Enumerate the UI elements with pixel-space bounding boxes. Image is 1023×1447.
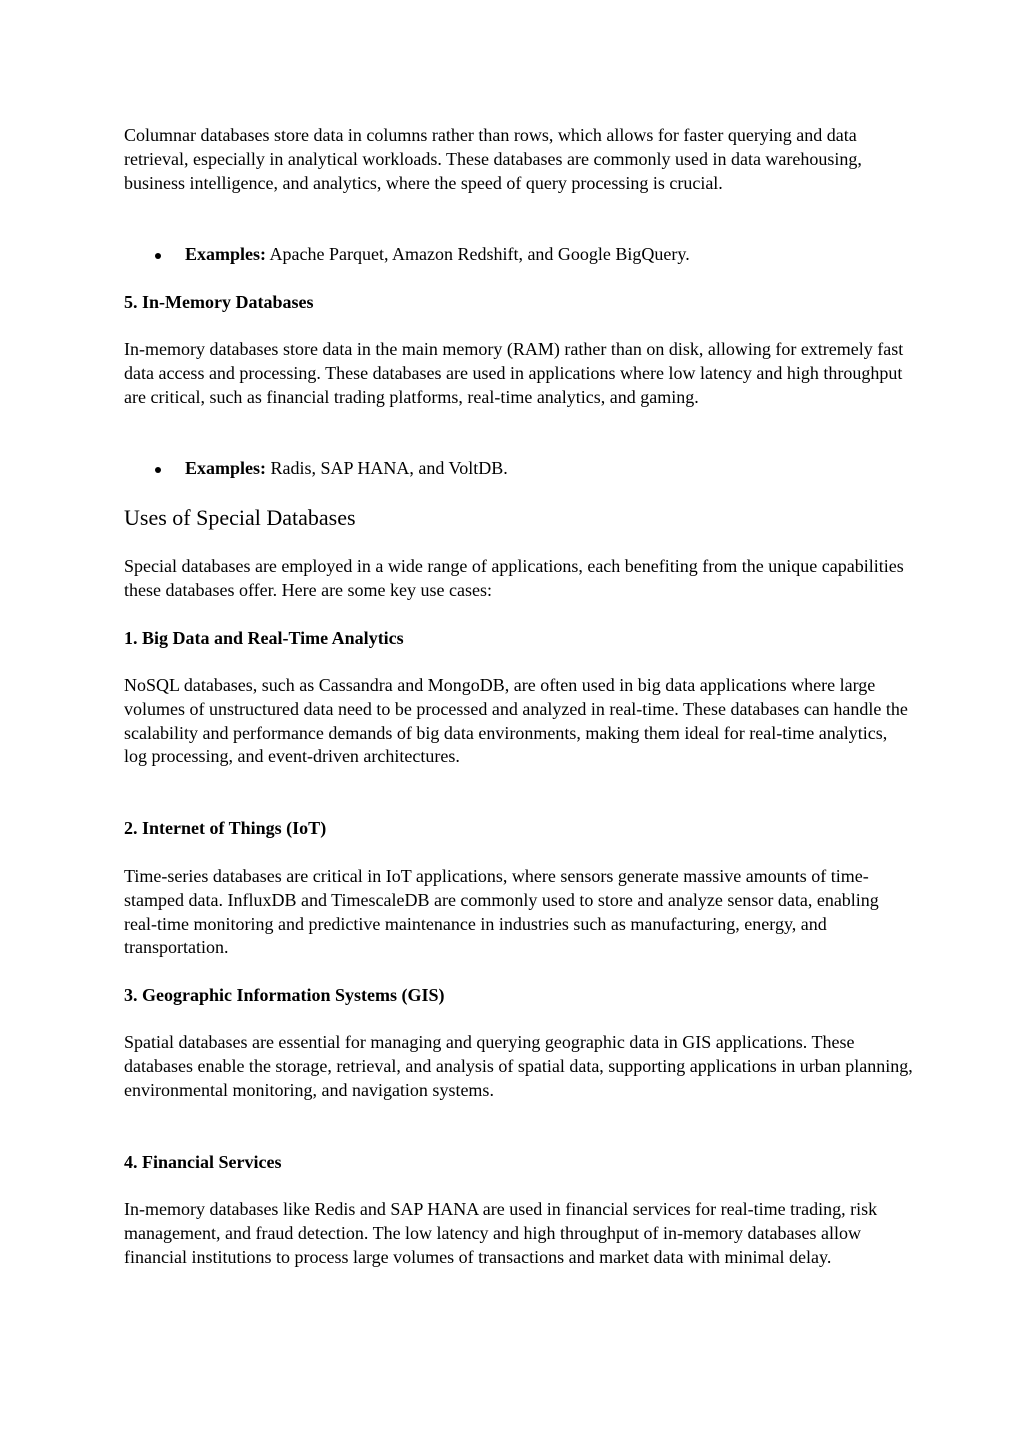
gis-heading	[124, 984, 914, 1008]
section-heading: 4. Financial Services	[124, 1152, 282, 1172]
main-heading: Uses of Special Databases	[124, 505, 356, 530]
iot-heading	[124, 817, 914, 841]
examples-label: Examples:	[185, 244, 266, 264]
inmemory-heading	[124, 291, 914, 315]
inmemory-paragraph-text: In-memory databases store data in the main memory (RAM) rather than on disk, allowing for extremely fast data access and processing. These databases are used in applications where low latency and high throughput are critical, such as financial trading platforms, real-time analytics, and gaming.	[124, 339, 904, 407]
uses-intro-text: Special databases are employed in a wide range of applications, each benefiting from the unique capabilities these databases offer. Here are some key use cases:	[124, 556, 904, 600]
bullet-icon	[155, 467, 161, 473]
examples-label: Examples:	[185, 458, 266, 478]
gis-paragraph-text: Spatial databases are essential for managing and querying geographic data in GIS applications. These databases enable the storage, retrieval, and analysis of spatial data, supporting applications in urban planning, environmental monitoring, and navigation systems.	[124, 1032, 913, 1100]
bigdata-heading	[124, 627, 914, 651]
finance-paragraph	[124, 1198, 914, 1269]
iot-paragraph	[124, 865, 914, 960]
bigdata-paragraph	[124, 674, 914, 769]
columnar-paragraph-text: Columnar databases store data in columns rather than rows, which allows for faster querying and data retrieval, especially in analytical workloads. These databases are commonly used in data warehousing, business intelligence, and analytics, where the speed of query processing is crucial.	[124, 125, 862, 193]
section-heading: 2. Internet of Things (IoT)	[124, 818, 327, 838]
uses-intro	[124, 555, 914, 603]
columnar-paragraph	[124, 124, 914, 195]
bullet-icon	[155, 253, 161, 259]
inmemory-paragraph	[124, 338, 914, 409]
columnar-examples-line	[185, 243, 690, 267]
iot-paragraph-text: Time-series databases are critical in IoT applications, where sensors generate massive amounts of time-stamped data. InfluxDB and TimescaleDB are commonly used to store and analyze sensor data, enabling real-time monitoring and predictive maintenance in industries such as manufacturing, energy, and transportation.	[124, 866, 879, 958]
bigdata-paragraph-text: NoSQL databases, such as Cassandra and MongoDB, are often used in big data applications where large volumes of unstructured data need to be processed and analyzed in real-time. These databases can handle the scalability and performance demands of big data environments, making them ideal for real-time analytics, log processing, and event-driven architectures.	[124, 675, 908, 767]
finance-paragraph-text: In-memory databases like Redis and SAP HANA are used in financial services for real-time trading, risk management, and fraud detection. The low latency and high throughput of in-memory databases allow financial institutions to process large volumes of transactions and market data with minimal delay.	[124, 1199, 878, 1267]
uses-heading	[124, 504, 914, 532]
section-heading: 1. Big Data and Real-Time Analytics	[124, 628, 404, 648]
section-heading: 3. Geographic Information Systems (GIS)	[124, 985, 445, 1005]
examples-text: Apache Parquet, Amazon Redshift, and Google BigQuery.	[266, 244, 690, 264]
section-heading: 5. In-Memory Databases	[124, 292, 314, 312]
finance-heading	[124, 1151, 914, 1175]
examples-text: Radis, SAP HANA, and VoltDB.	[266, 458, 508, 478]
inmemory-examples-line	[185, 457, 508, 481]
gis-paragraph	[124, 1031, 914, 1102]
